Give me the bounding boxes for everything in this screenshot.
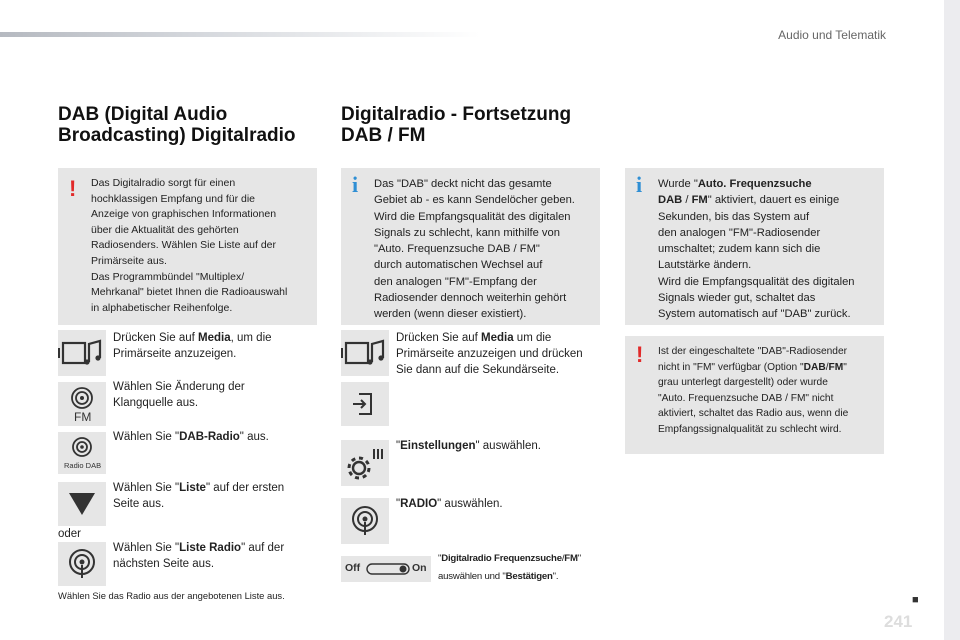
middle-step-3: "RADIO" auswählen. — [396, 498, 503, 510]
settings-icon-box — [341, 440, 389, 486]
radio-list-icon — [58, 542, 106, 586]
fm-label: FM — [74, 410, 92, 424]
right-warning-box — [625, 336, 884, 454]
info-icon: i — [636, 172, 643, 197]
left-step-1: Drücken Sie auf Media, um die Primärseite anzuzeigen. — [113, 332, 272, 360]
left-title — [58, 104, 296, 146]
middle-info-box — [341, 168, 600, 325]
triangle-down-icon — [58, 482, 106, 526]
header-bar — [0, 32, 480, 37]
middle-step-4-line2: auswählen und "Bestätigen". — [438, 571, 559, 582]
middle-title-line2: DAB / FM — [341, 125, 426, 146]
radio-icon — [341, 498, 389, 544]
radio-dab-icon-box — [58, 432, 106, 474]
left-footer-note: Wählen Sie das Radio aus der angebotenen Liste aus. — [58, 590, 285, 601]
page-edge — [944, 0, 960, 640]
radio-icon-box — [341, 498, 389, 544]
warning-icon: ! — [69, 176, 77, 201]
toggle-off-label: Off — [345, 562, 361, 574]
left-step-5: Wählen Sie "Liste Radio" auf der nächsten Seite aus. — [113, 542, 285, 570]
secondary-page-icon-box — [341, 382, 389, 426]
right-warning-text: Ist der eingeschaltete "DAB"-Radiosender nicht in "FM" verfügbar (Option "DAB/FM" grau unterlegt dargestellt) oder wurde "Auto. Frequenzsuche DAB / FM" nicht aktiviert, schaltet das Radio aus, wenn die Empfangssignalqualität zu schlecht wird. — [658, 346, 849, 435]
radio-dab-label: Radio DAB — [64, 461, 102, 470]
secondary-page-icon — [341, 382, 389, 426]
info-icon: i — [352, 172, 359, 197]
page-number: 241 — [884, 612, 913, 631]
gear-icon — [341, 440, 389, 486]
fm-icon-box — [58, 382, 106, 426]
section-title: Audio und Telematik — [778, 28, 886, 42]
toggle-switch-icon — [366, 563, 410, 575]
middle-step-1: Drücken Sie auf Media um die Primärseite anzuzeigen und drücken Sie dann auf die Sekundärseite. — [396, 332, 583, 376]
left-title-line2: Broadcasting) Digitalradio — [58, 125, 296, 146]
media-icon — [58, 330, 106, 376]
middle-title-line1: Digitalradio - Fortsetzung — [341, 104, 572, 125]
middle-step-4-line1: "Digitalradio Frequenzsuche/FM" — [438, 553, 581, 564]
media-icon-box-2 — [341, 330, 389, 376]
page-end-marker: ■ — [912, 594, 919, 606]
off-on-toggle — [341, 556, 431, 582]
right-info-text: Wurde "Auto. Frequenzsuche DAB / FM" aktiviert, dauert es einige Sekunden, bis das System auf den analogen "FM"-Radiosender umschaltet; zudem kann sich die Lautstärke ändern. Wird die Empfangsqualität des digitalen Signals wieder gut, schaltet das System automatisch auf "DAB" zurück. — [658, 178, 855, 321]
list-radio-icon-box — [58, 542, 106, 586]
left-step-3: Wählen Sie "DAB-Radio" aus. — [113, 431, 269, 443]
left-title-line1: DAB (Digital Audio — [58, 104, 228, 125]
oder-label: oder — [58, 528, 82, 540]
list-arrow-icon-box — [58, 482, 106, 526]
warning-box — [58, 168, 317, 325]
warning-icon: ! — [636, 342, 644, 367]
toggle-on-label: On — [412, 562, 427, 574]
media-icon-box — [58, 330, 106, 376]
left-step-2: Wählen Sie Änderung der Klangquelle aus. — [113, 381, 245, 409]
left-step-4: Wählen Sie "Liste" auf der ersten Seite aus. — [113, 482, 285, 510]
middle-step-2: "Einstellungen" auswählen. — [396, 440, 541, 452]
middle-title — [341, 104, 571, 146]
right-info-box — [625, 168, 884, 325]
warning-text: Das Digitalradio sorgt für einen hochklassigen Empfang und für die Anzeige von graphischen Informationen über die Aktualität des gehörten Radiosenders. Wählen Sie Liste auf der Primärseite aus. Das Programmbündel "Multiplex/ Mehrkanal" bietet Ihnen die Radioauswahl in alphabetischer Reihenfolge. — [91, 177, 288, 314]
media-icon — [341, 330, 389, 376]
middle-info-text: Das "DAB" deckt nicht das gesamte Gebiet ab - es kann Sendelöcher geben. Wird die Empfangsqualität des digitalen Signals zu schlecht, kann mithilfe von "Auto. Frequenzsuche DAB / FM" durch automatischen Wechsel auf den analogen "FM"-Empfang der Radiosender dennoch weiterhin gehört werden (wenn dieser existiert). — [374, 178, 575, 321]
